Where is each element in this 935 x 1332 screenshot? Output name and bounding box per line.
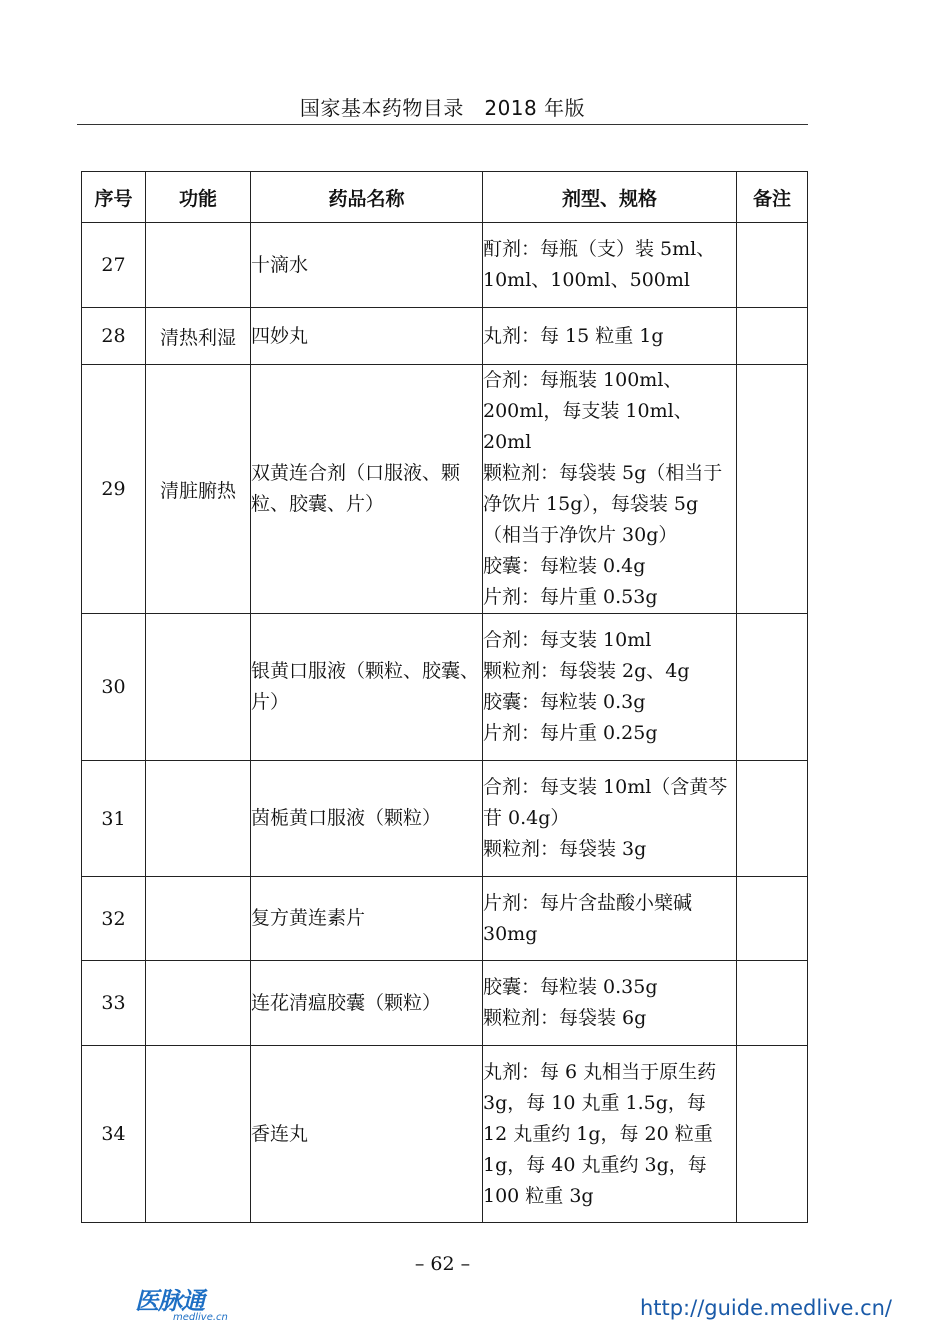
column-header-function: 功能 <box>146 172 251 223</box>
row-drug-name: 双黄连合剂（口服液、颗粒、胶囊、片） <box>251 365 483 614</box>
row-function: 清热利湿 <box>146 308 251 365</box>
column-header-spec: 剂型、规格 <box>483 172 737 223</box>
table-header-row <box>82 172 808 223</box>
row-spec <box>483 365 737 614</box>
row-note <box>737 614 808 761</box>
column-header-note: 备注 <box>737 172 808 223</box>
table-row <box>82 1046 808 1223</box>
row-spec <box>483 761 737 877</box>
row-function <box>146 614 251 761</box>
table-row <box>82 308 808 365</box>
table-row <box>82 761 808 877</box>
page-number: – 62 – <box>414 1253 471 1275</box>
row-note <box>737 308 808 365</box>
footer-url-link[interactable]: http://guide.medlive.cn/ <box>639 1296 892 1320</box>
logo-text: 医脉通 <box>135 1287 204 1315</box>
spec-line: 片剂：每片重 0.25g <box>483 722 658 744</box>
row-drug-name: 复方黄连素片 <box>251 877 483 961</box>
table-row <box>82 365 808 614</box>
table-row <box>82 877 808 961</box>
spec-line: 合剂：每支装 10ml <box>483 629 652 651</box>
row-drug-name: 香连丸 <box>251 1046 483 1223</box>
row-number: 31 <box>82 761 146 877</box>
spec-line: 颗粒剂：每袋装 2g、4g <box>483 660 690 682</box>
row-spec <box>483 961 737 1046</box>
drug-table <box>81 171 808 1223</box>
spec-line: 丸剂：每 6 丸相当于原生药 3g，每 10 丸重 1.5g，每 12 丸重约 1g，每 20 粒重 1g，每 40 丸重约 3g，每 100 粒重 3g <box>483 1060 717 1207</box>
page-header-title: 国家基本药物目录 2018 年版 <box>299 96 586 120</box>
medlive-logo <box>135 1281 235 1323</box>
row-drug-name: 四妙丸 <box>251 308 483 365</box>
row-function <box>146 877 251 961</box>
row-number: 32 <box>82 877 146 961</box>
row-note <box>737 877 808 961</box>
spec-line: 颗粒剂：每袋装 6g <box>483 1007 647 1029</box>
spec-line: 颗粒剂：每袋装 3g <box>483 838 647 860</box>
row-function <box>146 761 251 877</box>
spec-line: 胶囊：每粒装 0.3g <box>483 691 646 713</box>
row-function <box>146 1046 251 1223</box>
row-number: 28 <box>82 308 146 365</box>
spec-line: 片剂：每片含盐酸小檗碱 30mg <box>483 891 693 945</box>
spec-line: 片剂：每片重 0.53g <box>483 586 658 608</box>
column-header-no: 序号 <box>82 172 146 223</box>
row-drug-name: 连花清瘟胶囊（颗粒） <box>251 961 483 1046</box>
spec-line: 合剂：每支装 10ml（含黄芩苷 0.4g） <box>483 776 728 829</box>
row-drug-name: 十滴水 <box>251 223 483 308</box>
row-function: 清脏腑热 <box>146 365 251 614</box>
table-row <box>82 614 808 761</box>
logo-subtext: medlive.cn <box>173 1312 228 1323</box>
spec-line: 颗粒剂：每袋装 5g（相当于净饮片 15g），每袋装 5g（相当于净饮片 30g） <box>483 462 723 546</box>
row-spec <box>483 614 737 761</box>
row-note <box>737 1046 808 1223</box>
row-drug-name: 茵栀黄口服液（颗粒） <box>251 761 483 877</box>
spec-line: 酊剂：每瓶（支）装 5ml、10ml、100ml、500ml <box>483 238 716 291</box>
spec-line: 丸剂：每 15 粒重 1g <box>483 324 664 347</box>
row-number: 33 <box>82 961 146 1046</box>
row-note <box>737 961 808 1046</box>
row-note <box>737 365 808 614</box>
column-header-drug-name: 药品名称 <box>251 172 483 223</box>
row-spec <box>483 308 737 365</box>
row-note <box>737 761 808 877</box>
row-note <box>737 223 808 308</box>
row-drug-name: 银黄口服液（颗粒、胶囊、片） <box>251 614 483 761</box>
row-spec <box>483 1046 737 1223</box>
row-number: 30 <box>82 614 146 761</box>
row-function <box>146 961 251 1046</box>
header-divider <box>77 124 808 125</box>
table-row <box>82 961 808 1046</box>
spec-line: 胶囊：每粒装 0.4g <box>483 555 646 577</box>
row-number: 34 <box>82 1046 146 1223</box>
spec-line: 胶囊：每粒装 0.35g <box>483 976 658 998</box>
row-spec <box>483 877 737 961</box>
row-function <box>146 223 251 308</box>
table-row <box>82 223 808 308</box>
row-spec <box>483 223 737 308</box>
spec-line: 合剂：每瓶装 100ml、200ml，每支装 10ml、20ml <box>483 369 693 453</box>
row-number: 27 <box>82 223 146 308</box>
row-number: 29 <box>82 365 146 614</box>
